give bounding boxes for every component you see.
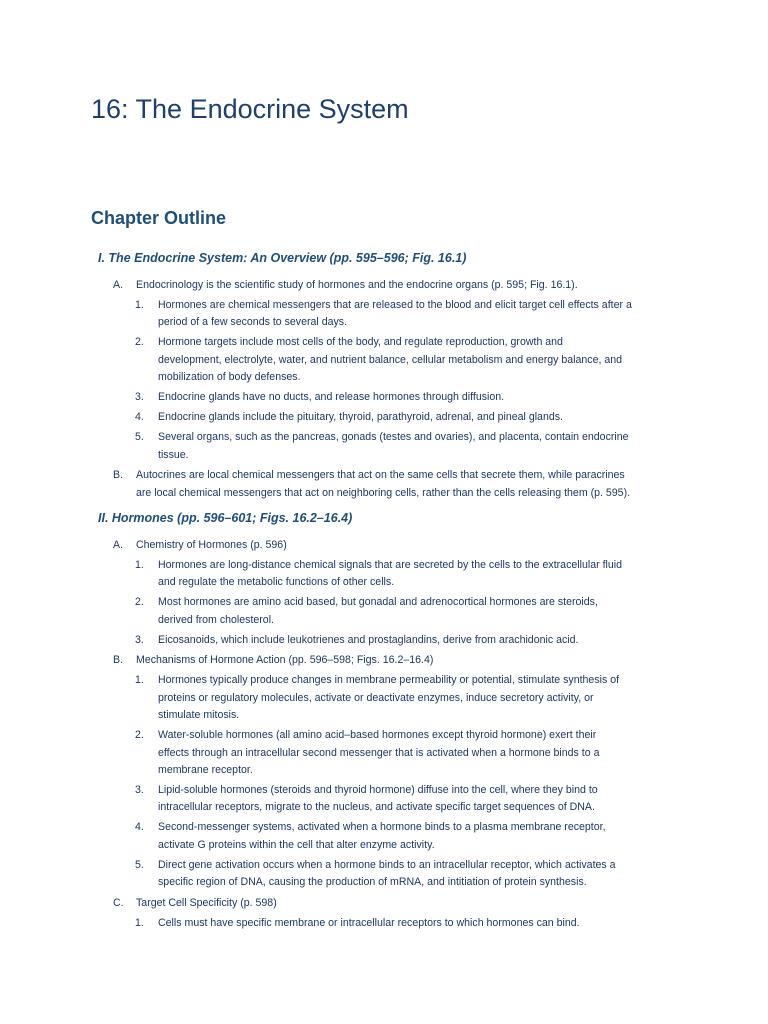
subitem-text-line: specific region of DNA, causing the production of mRNA, and intitiation of protein synthesis. [158, 876, 587, 889]
subitem-text-line: tissue. [158, 448, 189, 461]
item-text-line: Chemistry of Hormones (p. 596) [136, 539, 287, 551]
subitem-text-line: proteins or regulatory molecules, activate or deactivate enzymes, induce secretory activity, or [158, 691, 594, 704]
subitem-marker: 4. [135, 411, 144, 424]
subitem-marker: 2. [135, 336, 144, 349]
item-text-line: Target Cell Specificity (p. 598) [136, 896, 277, 909]
subitem-text-line: effects through an intracellular second messenger that is activated when a hormone binds to a [158, 746, 600, 759]
item-marker: A. [113, 279, 124, 291]
subitem-marker: 1. [135, 916, 144, 929]
item-text-line: Autocrines are local chemical messengers that act on the same cells that secrete them, while paracrines [136, 469, 625, 481]
subitem-text-line: Several organs, such as the pancreas, gonads (testes and ovaries), and placenta, contain endocrine [158, 431, 629, 443]
subitem-text-line: activate G proteins within the cell that alter enzyme activity. [158, 838, 435, 851]
item-marker: B. [113, 469, 124, 481]
subitem-marker: 1. [135, 298, 144, 311]
subitem-text-line: development, electrolyte, water, and nutrient balance, cellular metabolism and energy balance, and [158, 353, 623, 366]
page-title: 16: The Endocrine System [91, 94, 409, 124]
subitem-text-line: Endocrine glands have no ducts, and release hormones through diffusion. [158, 391, 505, 404]
subitem-text-line: Hormone targets include most cells of the body, and regulate reproduction, growth and [158, 336, 563, 349]
subitem-marker: 2. [135, 596, 144, 609]
section-title: Hormones (pp. 596–601; Figs. 16.2–16.4) [108, 511, 353, 525]
subitem-text-line: Hormones are chemical messengers that are released to the blood and elicit target cell effects after a [158, 298, 632, 311]
item-text-line: Mechanisms of Hormone Action (pp. 596–598; Figs. 16.2–16.4) [136, 654, 434, 667]
subitem-text-line: intracellular receptors, migrate to the nucleus, and activate specific target sequences of DNA. [158, 801, 595, 814]
item-marker: A. [113, 539, 124, 551]
subitem-text-line: Direct gene activation occurs when a hormone binds to an intracellular receptor, which activates a [158, 858, 616, 871]
subitem-marker: 4. [135, 821, 144, 834]
subitem-text-line: Lipid-soluble hormones (steroids and thyroid hormone) diffuse into the cell, where they bind to [158, 783, 598, 796]
item-marker: B. [113, 654, 124, 667]
subitem-text-line: period of a few seconds to several days. [158, 316, 348, 329]
item-marker: C. [113, 896, 124, 909]
subitem-text-line: stimulate mitosis. [158, 709, 240, 722]
subitem-marker: 1. [135, 674, 144, 687]
subitem-text-line: Hormones are long-distance chemical signals that are secreted by the cells to the extracellular fluid [158, 558, 623, 571]
subitem-text-line: Most hormones are amino acid based, but gonadal and adrenocortical hormones are steroids, [158, 596, 598, 609]
subitem-marker: 5. [135, 431, 144, 443]
subitem-text-line: and regulate the metabolic functions of other cells. [158, 576, 395, 589]
section-heading [98, 511, 352, 525]
subitem-text-line: Water-soluble hormones (all amino acid–based hormones except thyroid hormone) exert their [158, 729, 597, 741]
chapter-outline-heading: Chapter Outline [91, 208, 227, 228]
section-heading [98, 251, 466, 265]
section-number: II. [98, 511, 109, 525]
item-text-line: are local chemical messengers that act on neighboring cells, rather than the cells releasing them (p. 595). [136, 486, 631, 499]
subitem-text-line: Eicosanoids, which include leukotrienes and prostaglandins, derive from arachidonic acid. [158, 633, 579, 646]
subitem-marker: 1. [135, 558, 144, 571]
section-number: I. [98, 251, 105, 265]
subitem-text-line: Hormones typically produce changes in membrane permeability or potential, stimulate synthesis of [158, 674, 620, 687]
subitem-marker: 2. [135, 729, 144, 741]
subitem-marker: 5. [135, 858, 144, 871]
subitem-text-line: Second-messenger systems, activated when a hormone binds to a plasma membrane receptor, [158, 821, 606, 834]
subitem-text-line: Cells must have specific membrane or intracellular receptors to which hormones can bind. [158, 916, 580, 929]
subitem-text-line: mobilization of body defenses. [158, 371, 301, 384]
subitem-text-line: derived from cholesterol. [158, 613, 274, 626]
item-text-line: Endocrinology is the scientific study of hormones and the endocrine organs (p. 595; Fig. 16.1). [136, 279, 578, 291]
subitem-text-line: Endocrine glands include the pituitary, thyroid, parathyroid, adrenal, and pineal glands. [158, 411, 563, 424]
section-title: The Endocrine System: An Overview (pp. 595–596; Fig. 16.1) [104, 251, 467, 265]
subitem-marker: 3. [135, 391, 144, 404]
subitem-marker: 3. [135, 633, 144, 646]
subitem-marker: 3. [135, 783, 144, 796]
subitem-text-line: membrane receptor. [158, 764, 253, 776]
